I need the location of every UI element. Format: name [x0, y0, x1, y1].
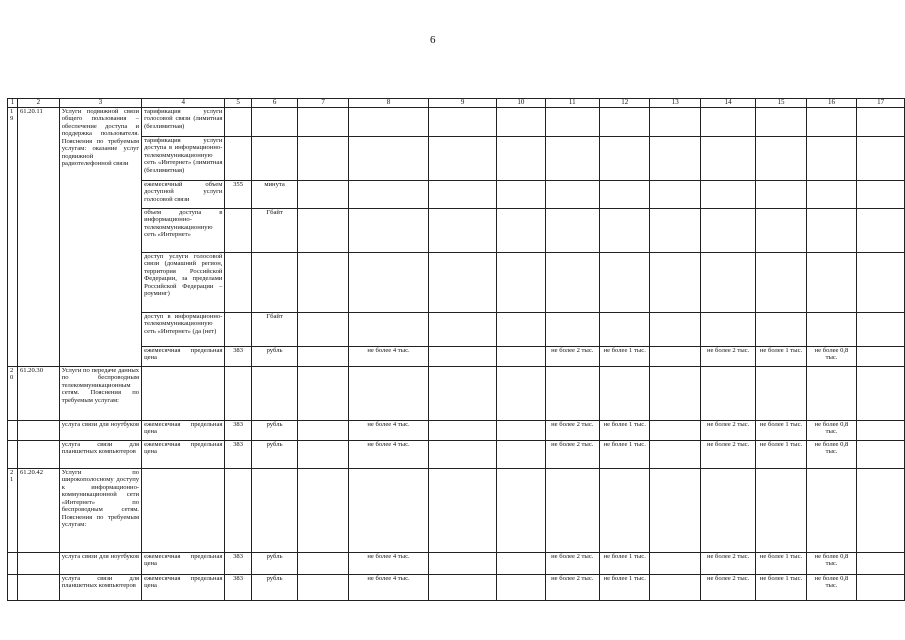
- value-col-15: не более 1 тыс.: [756, 347, 807, 367]
- value-col-11: не более 2 тыс.: [545, 575, 599, 601]
- value-col-14: не более 2 тыс.: [700, 575, 755, 601]
- value-col-15: не более 1 тыс.: [756, 553, 807, 575]
- unit-name: рубль: [251, 575, 298, 601]
- value-col-16: не более 0,8 тыс.: [806, 553, 857, 575]
- okei-code: 383: [225, 441, 251, 469]
- value-col-12: не более 1 тыс.: [599, 575, 650, 601]
- col-num-3: 3: [59, 99, 141, 108]
- value-col-11: не более 2 тыс.: [545, 347, 599, 367]
- table-row: [8, 137, 905, 181]
- value-col-12: не более 1 тыс.: [599, 347, 650, 367]
- col-num-7: 7: [298, 99, 348, 108]
- parameter-name: ежемесячный объем доступной услуги голосовой связи: [142, 181, 225, 209]
- value-col-14: не более 2 тыс.: [700, 441, 755, 469]
- col-num-13: 13: [650, 99, 700, 108]
- col-num-16: 16: [806, 99, 857, 108]
- value-col-12: не более 1 тыс.: [599, 553, 650, 575]
- table-row: [8, 421, 905, 441]
- parameter-name: доступ в информационно-телекоммуникационную сеть «Интернет» (да (нет): [142, 313, 225, 347]
- col-num-15: 15: [756, 99, 807, 108]
- unit-name: минута: [251, 181, 298, 209]
- row-number: 19: [8, 108, 18, 367]
- service-description: Услуги по передаче данных по беспроводным телекоммуникационным сетям. Пояснения по требуемым услугам:: [59, 367, 141, 421]
- row-number: 20: [8, 367, 18, 421]
- table-row: [8, 575, 905, 601]
- table-row: [8, 469, 905, 553]
- unit-name: рубль: [251, 421, 298, 441]
- value-col-11: не более 2 тыс.: [545, 553, 599, 575]
- table-row: [8, 553, 905, 575]
- value-col-8: не более 4 тыс.: [348, 347, 428, 367]
- service-description: Услуги по широкополосному доступу к информационно-коммуникационной сети «Интернет» по беспроводным сетям. Пояснения по требуемым услугам:: [59, 469, 141, 553]
- value-col-16: не более 0,8 тыс.: [806, 575, 857, 601]
- table-row: [8, 253, 905, 313]
- value-col-14: не более 2 тыс.: [700, 347, 755, 367]
- col-num-8: 8: [348, 99, 428, 108]
- value-col-8: не более 4 тыс.: [348, 575, 428, 601]
- value-col-15: не более 1 тыс.: [756, 441, 807, 469]
- parameter-name: ежемесячная предельная цена: [142, 347, 225, 367]
- unit-name: рубль: [251, 347, 298, 367]
- table-row: [8, 108, 905, 137]
- col-num-17: 17: [857, 99, 905, 108]
- service-subitem: услуга связи для ноутбуков: [59, 553, 141, 575]
- col-num-5: 5: [225, 99, 251, 108]
- col-num-9: 9: [429, 99, 497, 108]
- table-row: [8, 441, 905, 469]
- unit-name: Гбайт: [251, 209, 298, 253]
- value-col-16: не более 0,8 тыс.: [806, 347, 857, 367]
- value-col-12: не более 1 тыс.: [599, 421, 650, 441]
- value-col-8: не более 4 тыс.: [348, 421, 428, 441]
- value-col-12: не более 1 тыс.: [599, 441, 650, 469]
- col-num-6: 6: [251, 99, 298, 108]
- value-col-16: не более 0,8 тыс.: [806, 441, 857, 469]
- parameter-name: тарификация услуги доступа в информационно-телекоммуникационную сеть «Интернет» (лимитная (безлимитная): [142, 137, 225, 181]
- okei-code: 383: [225, 421, 251, 441]
- parameter-name: тарификация услуги голосовой связи (лимитная (безлимитная): [142, 108, 225, 137]
- col-num-12: 12: [599, 99, 650, 108]
- okei-code: 355: [225, 181, 251, 209]
- service-subitem: услуга связи для планшетных компьютеров: [59, 575, 141, 601]
- value-col-15: не более 1 тыс.: [756, 575, 807, 601]
- col-num-4: 4: [142, 99, 225, 108]
- table-row: [8, 347, 905, 367]
- okei-code: 383: [225, 575, 251, 601]
- value-col-8: не более 4 тыс.: [348, 553, 428, 575]
- value-col-11: не более 2 тыс.: [545, 421, 599, 441]
- value-col-15: не более 1 тыс.: [756, 421, 807, 441]
- value-col-14: не более 2 тыс.: [700, 553, 755, 575]
- service-subitem: услуга связи для планшетных компьютеров: [59, 441, 141, 469]
- unit-name: Гбайт: [251, 313, 298, 347]
- unit-name: рубль: [251, 441, 298, 469]
- table-row: [8, 181, 905, 209]
- col-num-14: 14: [700, 99, 755, 108]
- unit-name: рубль: [251, 553, 298, 575]
- okei-code: 383: [225, 553, 251, 575]
- column-number-row: [8, 99, 905, 108]
- okpd-code: 61.20.42: [17, 469, 59, 553]
- value-col-8: не более 4 тыс.: [348, 441, 428, 469]
- col-num-10: 10: [497, 99, 546, 108]
- table-row: [8, 209, 905, 253]
- parameter-name: доступ услуги голосовой связи (домашний регион, территория Российской Федерации, за пределами Российской Федерации – роуминг): [142, 253, 225, 313]
- row-number: 21: [8, 469, 18, 553]
- parameter-name: объем доступа в информационно-телекоммуникационную сеть «Интернет»: [142, 209, 225, 253]
- okei-code: 383: [225, 347, 251, 367]
- service-subitem: услуга связи для ноутбуков: [59, 421, 141, 441]
- requirements-table: [7, 98, 905, 601]
- service-description: Услуги подвижной связи общего пользования – обеспечение доступа и поддержка пользователя. Пояснения по требуемым услугам: оказание услуг подвижной радиотелефонной связи: [59, 108, 141, 367]
- parameter-name: ежемесячная предельная цена: [142, 421, 225, 441]
- parameter-name: ежемесячная предельная цена: [142, 575, 225, 601]
- parameter-name: ежемесячная предельная цена: [142, 553, 225, 575]
- okpd-code: 61.20.11: [17, 108, 59, 367]
- value-col-14: не более 2 тыс.: [700, 421, 755, 441]
- okpd-code: 61.20.30: [17, 367, 59, 421]
- col-num-1: 1: [8, 99, 18, 108]
- table-row: [8, 313, 905, 347]
- value-col-11: не более 2 тыс.: [545, 441, 599, 469]
- value-col-16: не более 0,8 тыс.: [806, 421, 857, 441]
- parameter-name: ежемесячная предельная цена: [142, 441, 225, 469]
- table-row: [8, 367, 905, 421]
- col-num-2: 2: [17, 99, 59, 108]
- col-num-11: 11: [545, 99, 599, 108]
- page-number: 6: [430, 34, 436, 46]
